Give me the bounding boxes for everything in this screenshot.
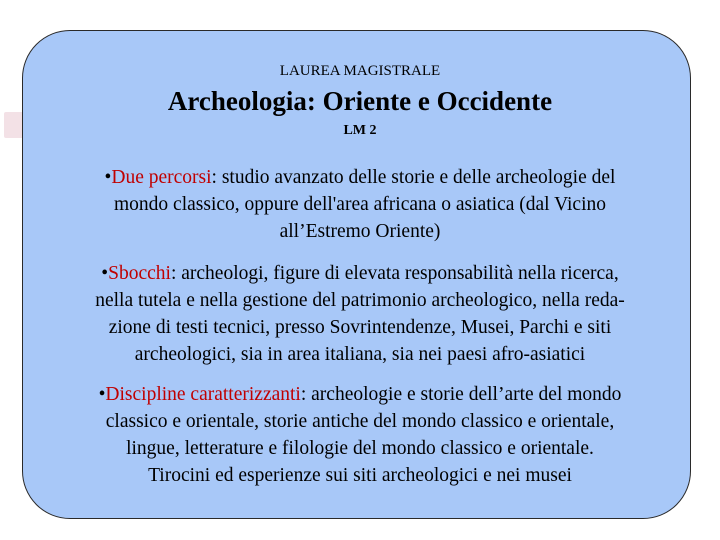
section-discipline-line-3: lingue, letterature e filologie del mondo classico e orientale. — [126, 438, 594, 459]
section-percorsi-line-3: all’Estremo Oriente) — [279, 221, 441, 242]
section-sbocchi-line-1: •Sbocchi: archeologi, figure di elevata responsabilità nella ricerca, — [101, 263, 619, 284]
section-sbocchi-line-4: archeologici, sia in area italiana, sia nei paesi afro-asiatici — [134, 344, 586, 365]
section-sbocchi-line-2: nella tutela e nella gestione del patrimonio archeologico, nella reda- — [95, 290, 625, 311]
page-title: Archeologia: Oriente e Occidente — [167, 86, 553, 116]
section-term-discipline: Discipline caratterizzanti — [105, 384, 301, 405]
section-percorsi-line-2: mondo classico, oppure dell'area africana o asiatica (dal Vicino — [114, 194, 606, 215]
section-sbocchi-line-3: zione di testi tecnici, presso Sovrintendenze, Musei, Parchi e siti — [108, 317, 612, 338]
section-term-percorsi: Due percorsi — [111, 167, 212, 188]
section-term-sbocchi: Sbocchi — [108, 263, 171, 284]
section-discipline-line-2: classico e orientale, storie antiche del mondo classico e orientale, — [105, 411, 615, 432]
degree-code: LM 2 — [343, 123, 377, 138]
section-discipline-line-1: •Discipline caratterizzanti: archeologie e storie dell’arte del mondo — [98, 384, 622, 405]
section-percorsi-line-1: •Due percorsi: studio avanzato delle storie e delle archeologie del — [104, 167, 616, 188]
section-discipline-line-4: Tirocini ed esperienze sui siti archeologici e nei musei — [148, 465, 572, 486]
degree-level: LAUREA MAGISTRALE — [279, 63, 441, 79]
